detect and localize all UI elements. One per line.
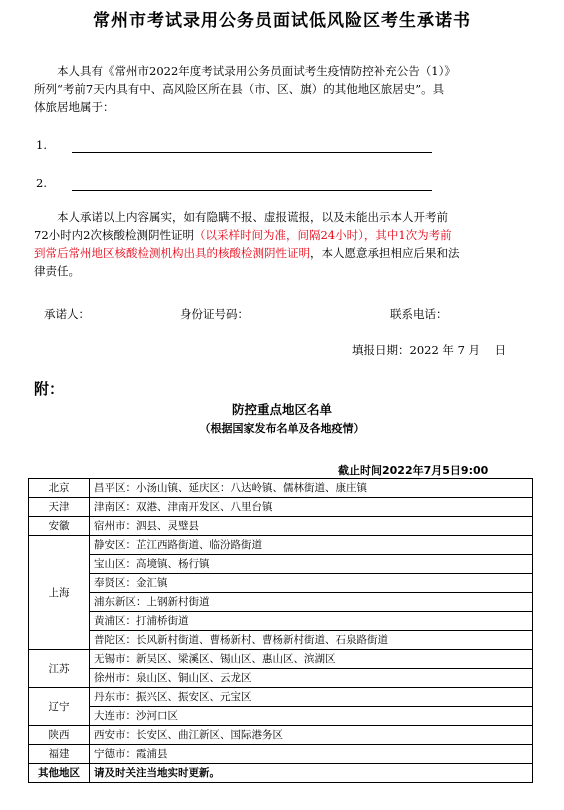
table-row	[29, 517, 533, 536]
promise-line-4: 律责任。	[34, 264, 80, 278]
promiser-label: 承诺人：	[44, 307, 90, 321]
area-cell: 无锡市：新吴区、梁溪区、锡山区、惠山区、滨湖区	[90, 650, 533, 669]
area-cell: 徐州市：泉山区、铜山区、云龙区	[90, 669, 533, 688]
other-region-label: 其他地区	[29, 764, 90, 783]
promise-line-3-red: 到常后常州地区核酸检测机构出具的核酸检测阴性证明	[34, 246, 310, 260]
table-row	[29, 498, 533, 517]
province-cell: 北京	[29, 479, 90, 498]
promise-line-2	[34, 226, 532, 244]
intro-line-1: 本人具有《常州市2022年度考试录用公务员面试考生疫情防控补充公告（1）》	[57, 64, 456, 78]
blank-1-line	[72, 152, 432, 153]
area-cell: 大连市：沙河口区	[90, 707, 533, 726]
table-row	[29, 631, 533, 650]
province-cell: 辽宁	[29, 688, 90, 726]
area-cell: 浦东新区：上钢新村街道	[90, 593, 533, 612]
area-cell: 宿州市：泗县、灵璧县	[90, 517, 533, 536]
promise-line-3-black: ，本人愿意承担相应后果和法	[310, 246, 460, 260]
blank-1-number: 1.	[36, 138, 47, 152]
promise-line-3	[34, 244, 532, 262]
table-row	[29, 593, 533, 612]
intro-line-2: 所列“考前7天内具有中、高风险区所在县（市、区、旗）的其他地区旅居史”。具	[34, 82, 445, 96]
blank-2-line	[72, 190, 432, 191]
table-row	[29, 612, 533, 631]
province-cell: 江苏	[29, 650, 90, 688]
intro-line-3: 体旅居地属于：	[34, 100, 115, 114]
table-row	[29, 479, 533, 498]
province-cell: 陕西	[29, 726, 90, 745]
intro-paragraph	[34, 62, 532, 116]
list-subtitle: （根据国家发布名单及各地疫情）	[199, 422, 365, 435]
province-cell: 上海	[29, 536, 90, 650]
document-title: 常州市考试录用公务员面试低风险区考生承诺书	[93, 11, 471, 31]
table-row-other	[29, 764, 533, 783]
area-cell: 丹东市：振兴区、振安区、元宝区	[90, 688, 533, 707]
area-cell: 宝山区：高境镇、杨行镇	[90, 555, 533, 574]
cutoff-time: 截止时间2022年7月5日9:00	[338, 464, 489, 477]
table-row	[29, 669, 533, 688]
id-number-label: 身份证号码：	[180, 307, 249, 321]
table-row	[29, 745, 533, 764]
table-row	[29, 574, 533, 593]
province-cell: 福建	[29, 745, 90, 764]
area-cell: 黄浦区：打浦桥街道	[90, 612, 533, 631]
area-cell: 静安区：芷江西路街道、临汾路街道	[90, 536, 533, 555]
table-row	[29, 536, 533, 555]
region-table	[28, 478, 533, 783]
list-title: 防控重点地区名单	[231, 402, 332, 417]
table-row	[29, 707, 533, 726]
other-region-note: 请及时关注当地实时更新。	[90, 764, 533, 783]
table-row	[29, 726, 533, 745]
attachment-label: 附：	[34, 380, 65, 398]
area-cell: 普陀区：长风新村街道、曹杨新村、曹杨新村街道、石泉路街道	[90, 631, 533, 650]
table-row	[29, 688, 533, 707]
table-row	[29, 555, 533, 574]
area-cell: 奉贤区：金汇镇	[90, 574, 533, 593]
promise-line-2-black: 72小时内2次核酸检测阴性证明	[34, 228, 194, 242]
promise-paragraph	[34, 208, 532, 280]
table-row	[29, 650, 533, 669]
area-cell: 西安市：长安区、曲江新区、国际港务区	[90, 726, 533, 745]
area-cell: 宁德市：霞浦县	[90, 745, 533, 764]
promise-line-2-red: （以采样时间为准，间隔24小时），其中1次为考前	[193, 228, 452, 242]
blank-2-number: 2.	[36, 176, 47, 190]
province-cell: 天津	[29, 498, 90, 517]
province-cell: 安徽	[29, 517, 90, 536]
phone-label: 联系电话：	[390, 307, 448, 321]
promise-line-1: 本人承诺以上内容属实，如有隐瞒不报、虚报谎报，以及未能出示本人开考前	[57, 210, 448, 224]
area-cell: 昌平区：小汤山镇、延庆区：八达岭镇、儒林街道、康庄镇	[90, 479, 533, 498]
fill-date: 填报日期：2022 年 7 月 日	[352, 343, 507, 357]
area-cell: 津南区：双港、津南开发区、八里台镇	[90, 498, 533, 517]
